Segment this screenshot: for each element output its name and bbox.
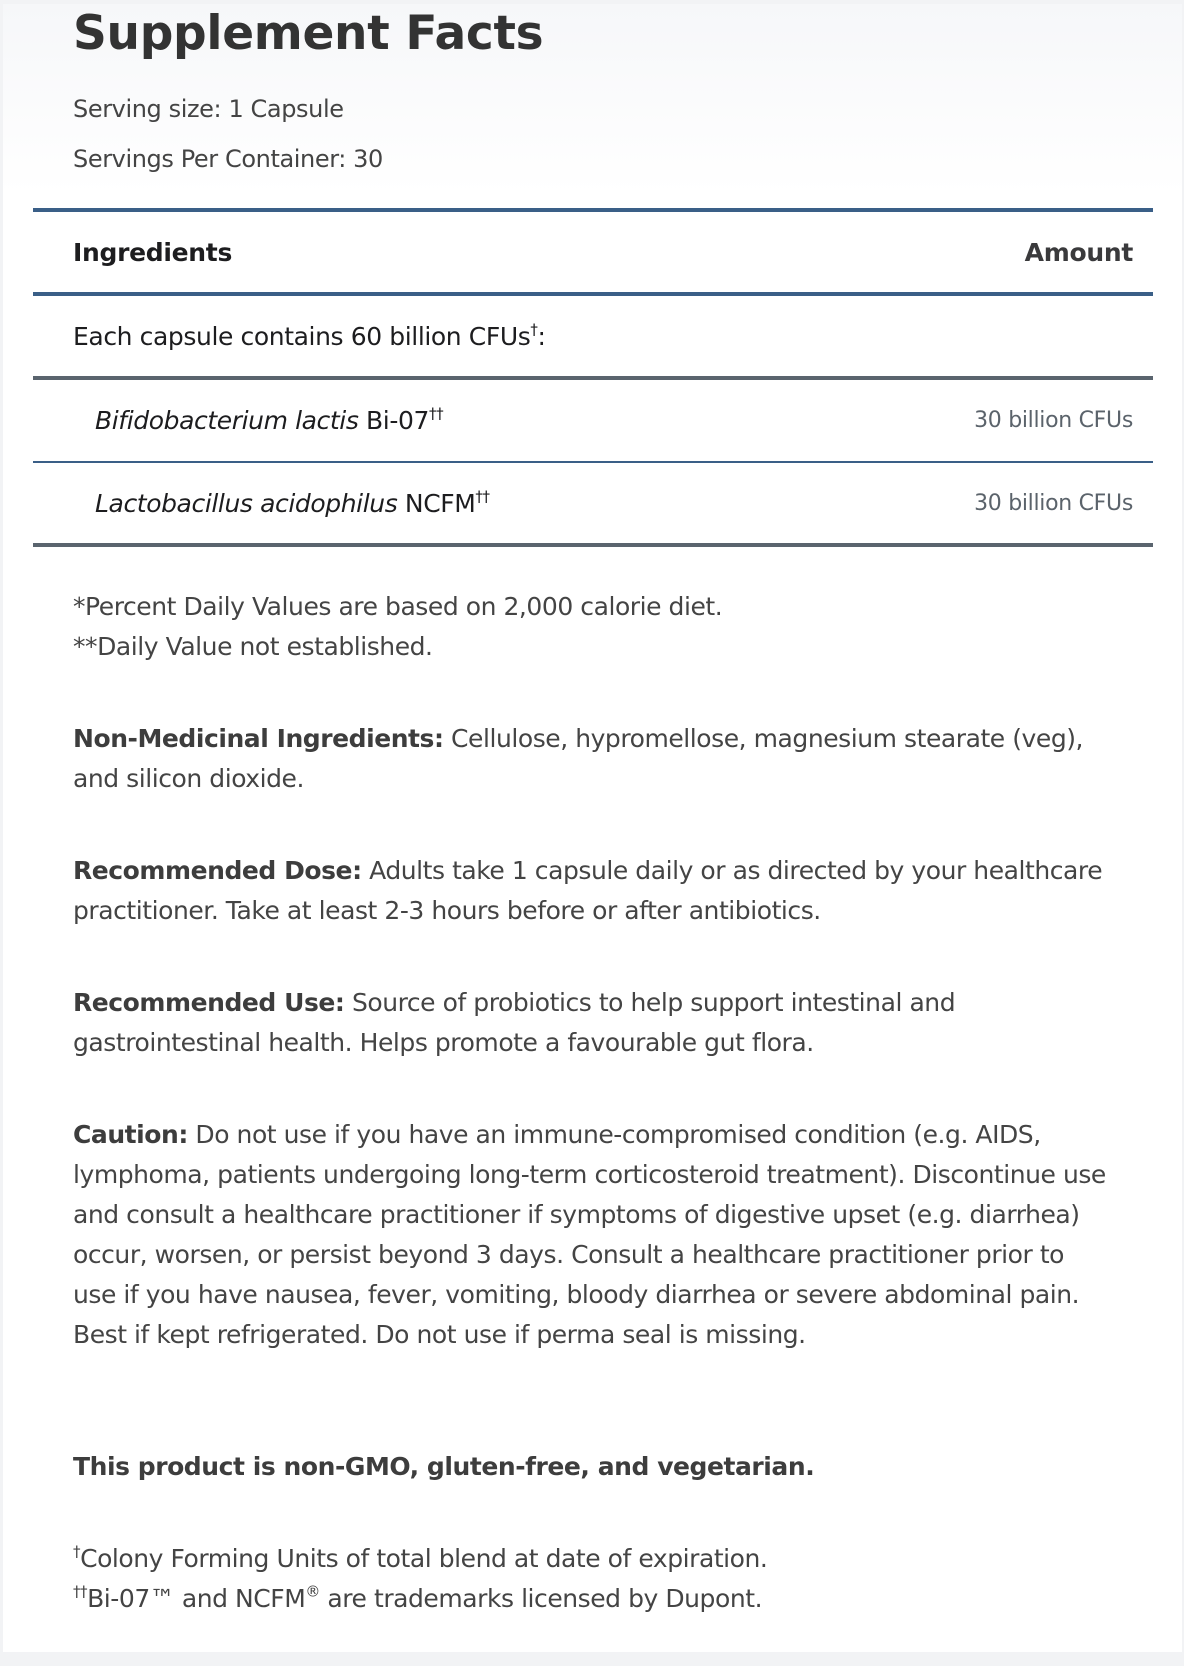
header-amount: Amount [1024, 237, 1133, 267]
ingredient-name [95, 489, 490, 518]
daily-values-note-2: **Daily Value not established. [73, 632, 433, 661]
double-dagger-mark: †† [475, 487, 490, 505]
serving-size: Serving size: 1 Capsule [73, 95, 344, 123]
caution [73, 1115, 1113, 1355]
supplement-facts-card [3, 4, 1182, 1652]
table-header-row [33, 212, 1153, 292]
dose-label: Recommended Dose: [73, 856, 362, 885]
product-claim: This product is non-GMO, gluten-free, and vegetarian. [73, 1452, 815, 1481]
ingredient-species: Lactobacillus acidophilus [95, 488, 398, 518]
non-medicinal-text: Cellulose, hypromellose, magnesium stearate (veg), and silicon dioxide. [73, 724, 1084, 793]
header-ingredients: Ingredients [73, 237, 233, 267]
use-label: Recommended Use: [73, 988, 345, 1017]
recommended-use [73, 983, 1113, 1063]
ingredient-strain: NCFM [397, 488, 476, 518]
registered-mark: ® [305, 1582, 320, 1601]
ingredient-strain: Bi-07 [358, 405, 429, 435]
footnote-cfu [73, 1539, 1113, 1579]
contains-row [33, 296, 1153, 376]
footnote-trademark-text: Bi-07™ and NCFM [87, 1584, 306, 1613]
contains-colon: : [537, 321, 546, 351]
non-medicinal-label: Non-Medicinal Ingredients: [73, 724, 444, 753]
use-text: Source of probiotics to help support intestinal and gastrointestinal health. Helps promote a favourable gut flora. [73, 988, 956, 1057]
double-dagger-mark: †† [428, 404, 444, 422]
table-row [33, 463, 1153, 543]
page-title: Supplement Facts [73, 6, 544, 61]
footnotes [73, 1539, 1113, 1619]
table-row [33, 380, 1153, 460]
double-dagger-mark: †† [73, 1582, 88, 1601]
non-medicinal-ingredients [73, 719, 1113, 799]
recommended-dose [73, 851, 1113, 931]
servings-per-container: Servings Per Container: 30 [73, 145, 383, 173]
ingredient-species: Bifidobacterium lactis [95, 405, 359, 435]
ingredient-name [95, 406, 443, 435]
daily-values-note [73, 587, 1113, 667]
dagger-mark: † [73, 1542, 81, 1561]
contains-text [73, 322, 546, 351]
dose-text: Adults take 1 capsule daily or as directed by your healthcare practitioner. Take at least 2-3 hours before or after antibiotics. [73, 856, 1103, 925]
daily-values-note-1: *Percent Daily Values are based on 2,000 calorie diet. [73, 592, 723, 621]
contains-label: Each capsule contains 60 billion CFUs [73, 321, 531, 351]
caution-text: Do not use if you have an immune-compromised condition (e.g. AIDS, lymphoma, patients undergoing long-term corticosteroid treatment). Discontinue use and consult a healthcare practitioner if symptoms of digestive upset (e.g. diarrhea) occur, worsen, or persist beyond 3 days. Consult a healthcare practitioner prior to use if you have nausea, fever, vomiting, bloody diarrhea or severe abdominal pain. Best if kept refrigerated. Do not use if perma seal is missing. [73, 1120, 1106, 1349]
caution-label: Caution: [73, 1120, 188, 1149]
ingredient-amount: 30 billion CFUs [974, 407, 1133, 433]
footnote-trademark-text-end: are trademarks licensed by Dupont. [319, 1584, 763, 1613]
table-bottom-rule [33, 543, 1153, 547]
dagger-mark: † [530, 320, 538, 338]
ingredient-amount: 30 billion CFUs [974, 490, 1133, 516]
footnote-trademarks [73, 1579, 1113, 1619]
footnote-cfu-text: Colony Forming Units of total blend at date of expiration. [80, 1544, 768, 1573]
